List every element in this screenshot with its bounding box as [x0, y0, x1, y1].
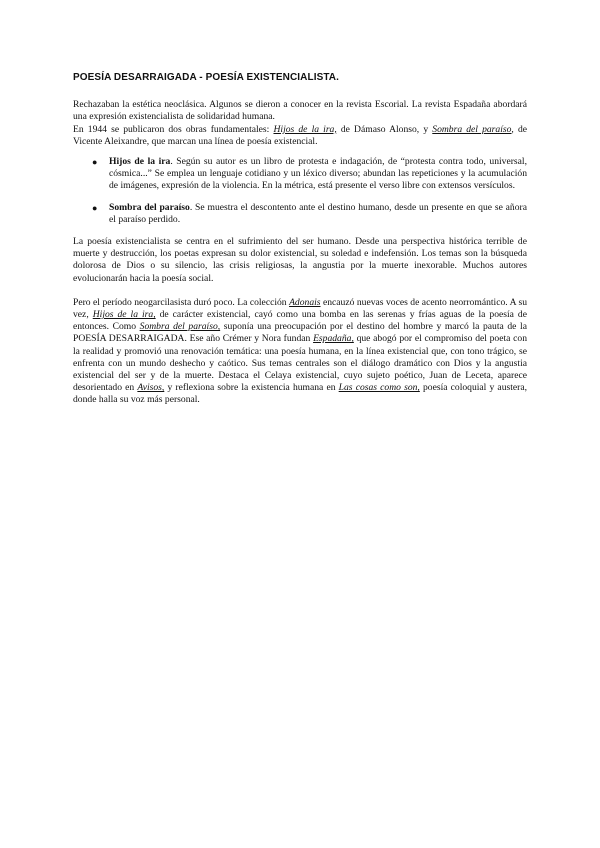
- work-title-avisos: Avisos,: [137, 382, 165, 394]
- work-title-las-cosas-como-son: Las cosas como son,: [338, 382, 420, 394]
- paragraph-spacer: [73, 285, 527, 297]
- paragraph-neogarcilasista: [73, 297, 527, 407]
- document-body: [73, 72, 527, 407]
- work-title-hijos-de-la-ira: Hijos de la ira,: [92, 309, 156, 321]
- page-title: POESÍA DESARRAIGADA - POESÍA EXISTENCIALISTA.: [73, 72, 340, 83]
- intro-text-a: En 1944 se publicaron dos obras fundamentales:: [73, 123, 274, 135]
- text-run: suponía una preocupación por el destino del hombre y marcó la pauta de la POESÍA DESARRAIGADA. Ese año Crémer y Nora fundan: [73, 321, 527, 345]
- works-bullet-list: [73, 156, 527, 226]
- paragraph-existencialista: La poesía existencialista se centra en el sufrimiento del ser humano. Desde una perspectiva histórica terrible de muerte y destrucción, los poetas expresan su dolor existencial, su soledad e indefensión. Los temas son la búsqueda dolorosa de Dios o su silencio, las crisis religiosas, la angustia por la muerte inexorable. Muchos autores evolucionarán hacia la poesía social.: [73, 236, 527, 284]
- intro-text-b: de Dámaso Alonso, y: [336, 123, 433, 135]
- bullet-icon: ●: [92, 202, 98, 213]
- bullet-item-sombra: [73, 202, 527, 226]
- bullet-text: . Se muestra el descontento ante el destino humano, desde un presente en que se añora el paraíso perdido.: [109, 201, 527, 225]
- work-title-sombra-del-paraiso: Sombra del paraíso: [432, 123, 512, 135]
- bullet-term: Hijos de la ira: [109, 156, 171, 168]
- bullet-term: Sombra del paraíso: [109, 201, 190, 213]
- text-run: poesía coloquial y austera, donde halla su voz más personal.: [73, 382, 527, 406]
- intro-text-c: , de Vicente Aleixandre, que marcan una línea de poesía existencial.: [73, 123, 528, 147]
- intro-paragraph-2: [73, 124, 527, 148]
- text-run: que abogó por el compromiso del poeta con la realidad y promovió una renovación temática: una poesía humana, en la línea existencial que, con tono trágico, se enfrenta con un mundo deshecho y caótico. Sus temas centrales son el diálogo dramático con Dios y la angustia existencial del ser y de la muerte. Destaca el Celaya existencial, cuyo sujeto poético, Juan de Leceta, aparece desorientado en: [73, 333, 527, 394]
- bullet-icon: ●: [92, 157, 98, 168]
- bullet-item-hijos: [73, 156, 527, 193]
- text-run: de carácter existencial, cayó como una bomba en las serenas y frías aguas de la poesía de entonces. Como: [73, 309, 527, 333]
- text-run: y reflexiona sobre la existencia humana en: [164, 382, 339, 394]
- work-title-sombra-del-paraiso: Sombra del paraíso,: [139, 321, 221, 333]
- text-run: encauzó nuevas voces de acento neorromántico. A su vez,: [73, 296, 527, 321]
- work-title-espadana: Espadaña,: [313, 333, 354, 345]
- bullet-text: . Según su autor es un libro de protesta e indagación, de “protesta contra todo, universal, cósmica...” Se emplea un lenguaje cotidiano y un léxico diverso; abundan las repeticiones y la acumulación de imágenes, expresión de la violencia. En la métrica, está presente el verso libre con extensos versículos.: [109, 156, 527, 192]
- text-run: Pero el período neogarcilasista duró poco. La colección: [73, 296, 290, 308]
- work-title-adonais: Adonais: [289, 296, 321, 308]
- work-title-hijos-de-la-ira: Hijos de la ira,: [273, 123, 337, 135]
- intro-paragraph-1: Rechazaban la estética neoclásica. Algunos se dieron a conocer en la revista Escorial. La revista Espadaña abordará una expresión existencialista de solidaridad humana.: [73, 99, 527, 123]
